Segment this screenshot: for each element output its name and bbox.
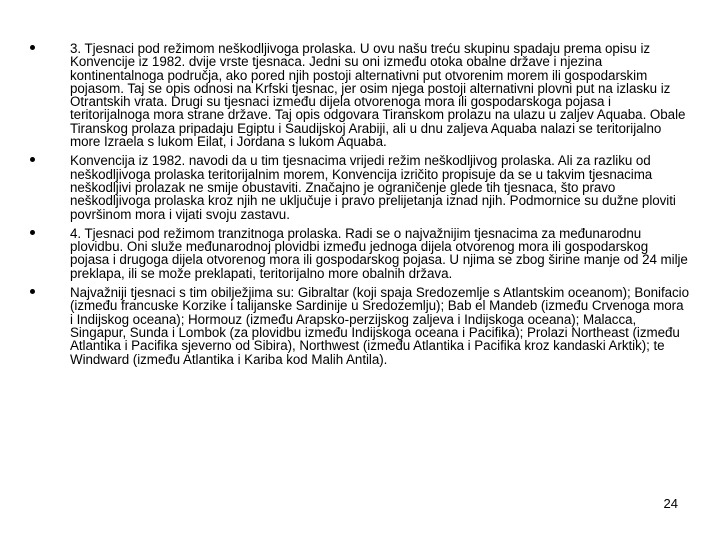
bullet-text: Najvažniji tjesnaci s tim obilježjima su: Gibraltar (koji spaja Sredozemlje s Atlantskim oceanom); Bonifacio (između francuske Korzike i talijanske Sardinije u Sredozemlju); Bab el Mandeb (između Crvenoga mora i Indijskog oceana); Hormouz (između Arapsko-perzijskog zaljeva i Indijskoga oceana); Malacca, Singapur, Sunda i Lombok (za plovidbu između Indijskoga oceana i Pacifika); Prolazi Northeast (između Atlantika i Pacifika sjeverno od Sibira), Northwest (između Atlantika i Pacifika kroz kandaski Arktik); te Windward (između Atlantika i Kariba kod Malih Antila). [70,285,689,367]
bullet-icon [30,289,35,294]
bullet-icon [30,45,35,50]
bullet-item [30,286,690,366]
bullet-icon [30,230,35,235]
page-number: 24 [663,496,678,511]
bullet-item [30,227,690,280]
bullet-text: Konvencija iz 1982. navodi da u tim tjesnacima vrijedi režim neškodljivog prolaska. Ali za razliku od neškodljivoga prolaska teritorijalnim morem, Konvencija izričito propisuje da se u takvim tjesnacima neškodljivi prolazak ne smije obustaviti. Značajno je ograničenje glede tih tjesnaca, što pravo neškodljivoga prolaska kroz njih ne uključuje i pravo prelijetanja iznad njih. Podmornice su dužne ploviti površinom mora i vijati svoju zastavu. [70,153,676,222]
bullet-item [30,42,690,148]
bullet-item [30,154,690,220]
bullet-text: 3. Tjesnaci pod režimom neškodljivoga prolaska. U ovu našu treću skupinu spadaju prema opisu iz Konvencije iz 1982. dvije vrste tjesnaca. Jedni su oni između otoka obalne države i njezina kontinentalnoga područja, ako pored njih postoji alternativni put otvorenim morem ili gospodarskim pojasom. Taj se opis odnosi na Krfski tjesnac, jer osim njega postoji alternativni plovni put na izlasku iz Otrantskih vrata. Drugi su tjesnaci između dijela otvorenoga mora ili gospodarskoga pojasa i teritorijalnoga mora strane države. Taj opis odgovara Tiranskom prolazu na ulazu u zaljev Aquaba. Obale Tiranskog prolaza pripadaju Egiptu i Saudijskoj Arabiji, ali u dnu zaljeva Aquaba nalazi se teritorijalno more Izraela s lukom Eilat, i Jordana s lukom Aquaba. [70,41,686,150]
bullet-text: 4. Tjesnaci pod režimom tranzitnoga prolaska. Radi se o najvažnijim tjesnacima za međunarodnu plovidbu. Oni služe međunarodnoj plovidbi između jednoga dijela otvorenog mora ili gospodarskog pojasa i drugoga dijela otvorenog mora ili gospodarskog pojasa. U njima se zbog širine manje od 24 milje preklapa, ili se može preklapati, teritorijalno more obalnih država. [70,225,688,281]
bullet-list [30,42,690,372]
bullet-icon [30,157,35,162]
